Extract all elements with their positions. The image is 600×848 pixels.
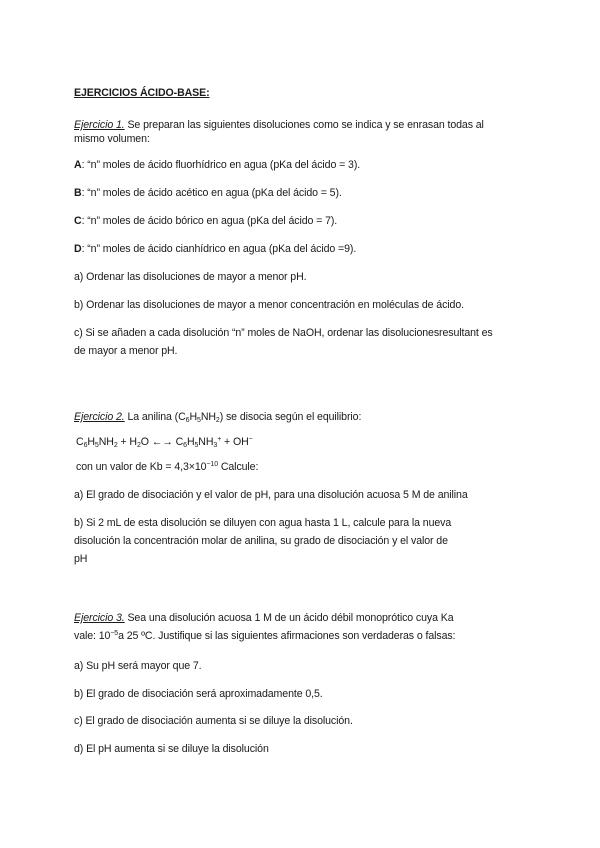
- ex2-question-a: a) El grado de disociación y el valor de pH, para una disolución acuosa 5 M de anilina: [74, 489, 468, 501]
- ex2-kb-value: con un valor de $Kb = 4,3\times 10^{-10}$ Calcule:: [76, 461, 259, 473]
- ex1-intro-line1: Ejercicio 1. Se preparan las siguientes disoluciones como se indica y se enrasan todas al: [74, 119, 484, 131]
- ex3-question-c: c) El grado de disociación aumenta si se diluye la disolución.: [74, 715, 353, 727]
- ex1-item-c: C: “n” moles de ácido bórico en agua (pKa del ácido = 7).: [74, 215, 338, 227]
- ex2-question-b-line2: disolución la concentración molar de anilina, su grado de disociación y el valor de: [74, 535, 448, 547]
- ex1-intro-line2: mismo volumen:: [74, 133, 150, 145]
- ex2-question-b-line3: pH: [74, 553, 88, 565]
- ex1-question-c-line1: c) Si se añaden a cada disolución “n” moles de NaOH, ordenar las disolucionesresultant es: [74, 327, 493, 339]
- ex1-item-b: B: “n” moles de ácido acético en agua (pKa del ácido = 5).: [74, 187, 342, 199]
- ex1-question-b: b) Ordenar las disoluciones de mayor a menor concentración en moléculas de ácido.: [74, 299, 464, 311]
- ex1-question-a: a) Ordenar las disoluciones de mayor a menor pH.: [74, 271, 307, 283]
- ex1-question-c-line2: de mayor a menor pH.: [74, 345, 178, 357]
- ex2-intro: Ejercicio 2. La anilina $(C_6H_5NH_2)$ se disocia según el equilibrio:: [74, 411, 362, 424]
- ex2-question-b-line1: b) Si 2 mL de esta disolución se diluyen con agua hasta 1 L, calcule para la nueva: [74, 517, 452, 529]
- ex2-equilibrium-equation: $C_6H_5NH_2 + H_2O$ ←→ $C_6H_5NH_3^+ + OH^-$: [76, 436, 253, 449]
- ex1-label: Ejercicio 1.: [74, 119, 125, 131]
- ex3-label: Ejercicio 3.: [74, 612, 125, 624]
- ex2-label: Ejercicio 2.: [74, 411, 125, 423]
- page-title: EJERCICIOS ÁCIDO-BASE:: [74, 87, 210, 99]
- ex3-question-d: d) El pH aumenta si se diluye la disolución: [74, 743, 269, 755]
- ex3-intro-line2: vale: $10^{-5}a$ 25 ºC. Justifique si las siguientes afirmaciones son verdaderas o falsas:: [74, 630, 456, 642]
- ex3-question-a: a) Su pH será mayor que 7.: [74, 660, 202, 672]
- ex3-question-b: b) El grado de disociación será aproximadamente 0,5.: [74, 688, 323, 700]
- ex3-intro-line1: Ejercicio 3. Sea una disolución acuosa 1 M de un ácido débil monoprótico cuya Ka: [74, 612, 454, 624]
- ex1-item-a: A: “n” moles de ácido fluorhídrico en agua (pKa del ácido = 3).: [74, 159, 361, 171]
- ex1-item-d: D: “n” moles de ácido cianhídrico en agua (pKa del ácido =9).: [74, 243, 357, 255]
